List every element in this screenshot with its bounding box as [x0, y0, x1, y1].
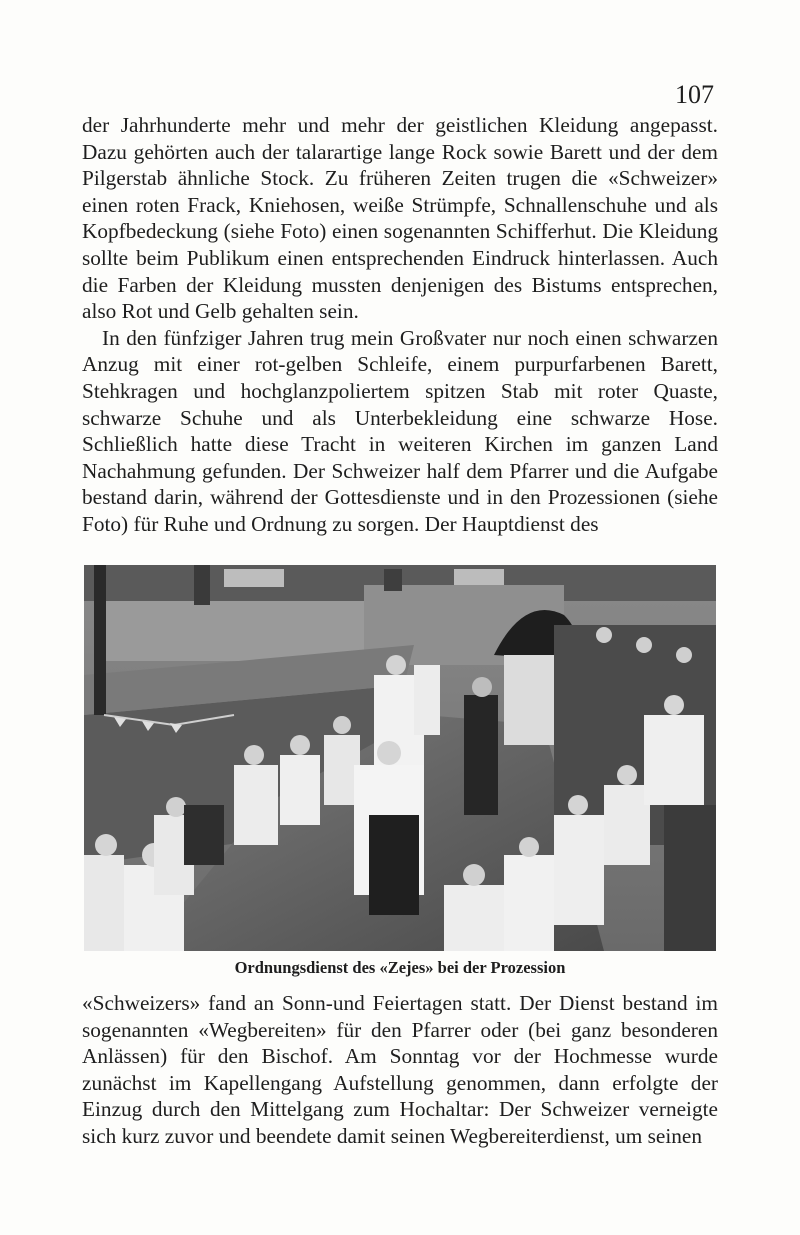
- body-text-top: [82, 112, 718, 538]
- body-text-bottom: [82, 990, 718, 1150]
- paragraph: der Jahrhunderte mehr und mehr der geistlichen Kleidung angepasst. Dazu gehörten auch der talarartige lange Rock sowie Barett und der dem Pilgerstab ähnliche Stock. Zu früheren Zeiten trugen die «Schweizer» einen roten Frack, Kniehosen, weiße Strümpfe, Schnallenschuhe und als Kopfbedeckung (siehe Foto) einen sogenannten Schifferhut. Die Kleidung sollte beim Publikum einen entsprechenden Eindruck hinterlassen. Auch die Farben der Kleidung mussten denjenigen des Bistums entsprechen, also Rot und Gelb gehalten sein.: [82, 113, 718, 324]
- procession-photo: [84, 565, 716, 951]
- paragraph: «Schweizers» fand an Sonn-und Feiertagen statt. Der Dienst bestand im sogenannten «Wegbereiten» für den Pfarrer oder (bei ganz besonderen Anlässen) für den Bischof. Am Sonntag vor der Hochmesse wurde zunächst im Kapellengang Aufstellung genommen, dann erfolgte der Einzug durch den Mittelgang zum Hochaltar: Der Schweizer verneigte sich kurz zuvor und beendete damit seinen Wegbereiterdienst, um seinen: [82, 991, 718, 1148]
- paragraph: In den fünfziger Jahren trug mein Großvater nur noch einen schwarzen Anzug mit einer rot-gelben Schleife, einem purpurfarbenen Barett, Stehkragen und hochglanzpoliertem spitzen Stab mit roter Quaste, schwarze Schuhe und als Unterbekleidung eine schwarze Hose. Schließlich hatte diese Tracht in weiteren Kirchen im ganzen Land Nachahmung gefunden. Der Schweizer half dem Pfarrer und die Aufgabe bestand darin, während der Gottesdienste und in den Prozessionen (siehe Foto) für Ruhe und Ordnung zu sorgen. Der Hauptdienst des: [82, 325, 718, 536]
- page-number: 107: [675, 80, 714, 109]
- figure-caption: Ordnungsdienst des «Zejes» bei der Prozession: [234, 958, 566, 977]
